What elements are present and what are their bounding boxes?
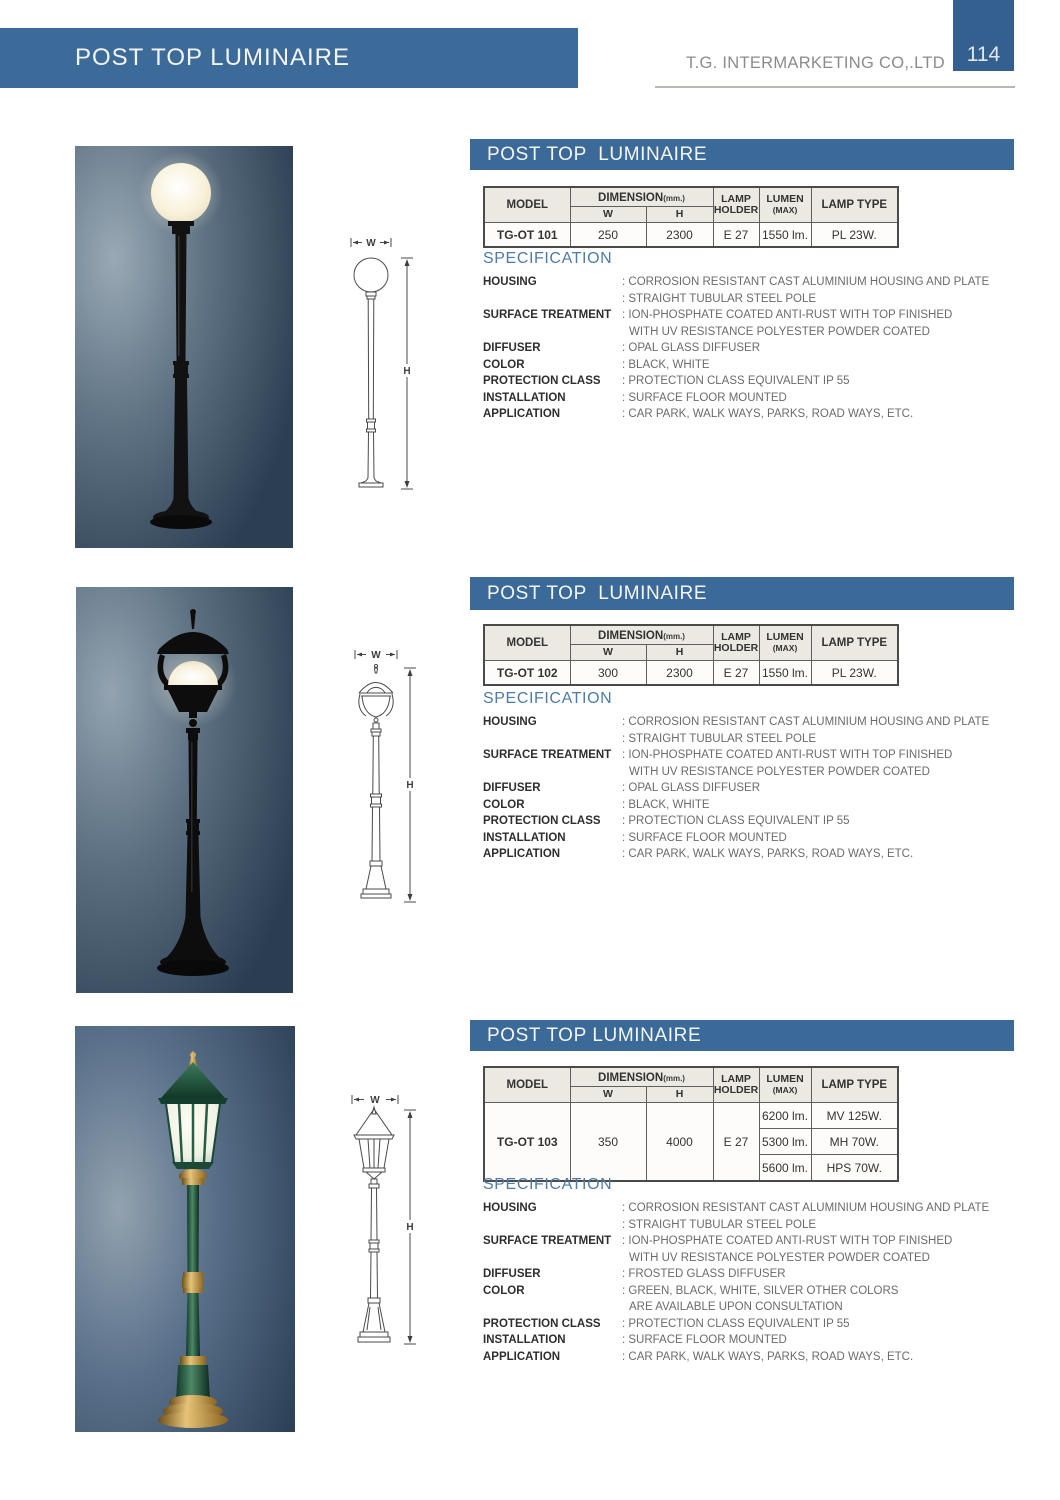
height-value: 2300 [646, 223, 713, 248]
spec-list-3: HOUSING : CORROSION RESISTANT CAST ALUMINIUM HOUSING AND PLATE : STRAIGHT TUBULAR STEEL POLE SURFACE TREATMENT : ION-PHOSPHATE COATED ANTI-RUST WITH TOP FINISHED WITH UV RESISTANCE POLYESTER POWDER COATED DIFFUSER : FROSTED GLASS DIFFUSER COLOR : GREEN, BLACK, WHITE, SILVER OTHER COLORS ARE AVAILABLE UPON CONSULTATION PROTECTION CLASS : PROTECTION CLASS EQUIVALENT IP 55 INSTALLATION : SURFACE FLOOR MOUNTED APPLICATION : CAR PARK, WALK WAYS, PARKS, ROAD WAYS, ETC. [483, 1202, 990, 1363]
product-table-tg-ot-103 [483, 1066, 899, 1182]
product-photo-tg-ot-101 [75, 146, 293, 548]
col-lamp-type: LAMP TYPE [811, 1067, 898, 1103]
lamp-type-value: PL 23W. [811, 223, 898, 248]
holder-value: E 27 [713, 223, 759, 248]
col-dimension: DIMENSION(mm.) [570, 187, 713, 207]
holder-value: E 27 [713, 661, 759, 686]
page-title: POST TOP LUMINAIRE [75, 44, 350, 71]
col-lumen: LUMEN (MAX) [759, 1067, 811, 1103]
spec-list-1: HOUSING : CORROSION RESISTANT CAST ALUMINIUM HOUSING AND PLATE : STRAIGHT TUBULAR STEEL POLE SURFACE TREATMENT : ION-PHOSPHATE COATED ANTI-RUST WITH TOP FINISHED WITH UV RESISTANCE POLYESTER POWDER COATED DIFFUSER : OPAL GLASS DIFFUSER COLOR : BLACK, WHITE PROTECTION CLASS : PROTECTION CLASS EQUIVALENT IP 55 INSTALLATION : SURFACE FLOOR MOUNTED APPLICATION : CAR PARK, WALK WAYS, PARKS, ROAD WAYS, ETC. [483, 276, 990, 420]
col-h: H [646, 207, 713, 223]
product-table-tg-ot-101 [483, 186, 899, 248]
table-row [484, 661, 898, 686]
line-drawing-tg-ot-102 [350, 646, 422, 912]
spec-list-2: HOUSING : CORROSION RESISTANT CAST ALUMINIUM HOUSING AND PLATE : STRAIGHT TUBULAR STEEL POLE SURFACE TREATMENT : ION-PHOSPHATE COATED ANTI-RUST WITH TOP FINISHED WITH UV RESISTANCE POLYESTER POWDER COATED DIFFUSER : OPAL GLASS DIFFUSER COLOR : BLACK, WHITE PROTECTION CLASS : PROTECTION CLASS EQUIVALENT IP 55 INSTALLATION : SURFACE FLOOR MOUNTED APPLICATION : CAR PARK, WALK WAYS, PARKS, ROAD WAYS, ETC. [483, 716, 990, 860]
col-lumen: LUMEN (MAX) [759, 625, 811, 661]
product-photo-tg-ot-103 [75, 1026, 295, 1432]
width-value: 250 [570, 223, 646, 248]
col-lamp-holder: LAMP HOLDER [713, 187, 759, 223]
table-row [484, 1103, 898, 1129]
height-value: 2300 [646, 661, 713, 686]
width-label: W [371, 650, 381, 661]
width-value: 300 [570, 661, 646, 686]
width-value: 350 [570, 1103, 646, 1182]
col-w: W [570, 1087, 646, 1103]
product-table-tg-ot-102 [483, 624, 899, 686]
model-value: TG-OT 103 [484, 1103, 570, 1182]
section-header-1: POST TOP LUMINAIRE [470, 139, 1014, 170]
spec-title-2: SPECIFICATION [483, 690, 613, 707]
header-divider [655, 86, 1015, 88]
col-w: W [570, 207, 646, 223]
lumen-value: 1550 lm. [759, 661, 811, 686]
table-row [484, 223, 898, 248]
height-label: H [403, 366, 411, 377]
col-model: MODEL [484, 187, 570, 223]
product-photo-tg-ot-102 [76, 587, 293, 993]
lamp-type-value: MH 70W. [811, 1129, 898, 1155]
page-title-bar [0, 28, 578, 88]
section-header-3: POST TOP LUMINAIRE [470, 1020, 1014, 1051]
col-w: W [570, 645, 646, 661]
lamp-type-value: MV 125W. [811, 1103, 898, 1129]
section-header-2: POST TOP LUMINAIRE [470, 577, 1014, 610]
col-lamp-type: LAMP TYPE [811, 625, 898, 661]
company-name: T.G. INTERMARKETING CO,.LTD [686, 54, 945, 72]
col-h: H [646, 645, 713, 661]
globe-diffuser [151, 163, 211, 223]
page-number-box [953, 0, 1014, 71]
spec-title-1: SPECIFICATION [483, 250, 613, 267]
model-value: TG-OT 101 [484, 223, 570, 248]
holder-value: E 27 [713, 1103, 759, 1182]
page-number: 114 [966, 43, 1001, 66]
col-lamp-holder: LAMP HOLDER [713, 625, 759, 661]
model-value: TG-OT 102 [484, 661, 570, 686]
height-label: H [406, 1222, 414, 1233]
lamp-type-value: PL 23W. [811, 661, 898, 686]
height-label: H [406, 780, 414, 791]
col-lamp-type: LAMP TYPE [811, 187, 898, 223]
line-drawing-tg-ot-101 [345, 236, 420, 498]
spec-title-3: SPECIFICATION [483, 1176, 613, 1193]
width-label: W [370, 1095, 380, 1106]
lumen-value: 6200 lm. [759, 1103, 811, 1129]
col-dimension: DIMENSION(mm.) [570, 625, 713, 645]
lumen-value: 1550 lm. [759, 223, 811, 248]
col-lumen: LUMEN (MAX) [759, 187, 811, 223]
height-value: 4000 [646, 1103, 713, 1182]
col-lamp-holder: LAMP HOLDER [713, 1067, 759, 1103]
line-drawing-tg-ot-103 [348, 1092, 422, 1356]
col-model: MODEL [484, 625, 570, 661]
lamp-type-value: HPS 70W. [811, 1155, 898, 1182]
col-model: MODEL [484, 1067, 570, 1103]
width-label: W [366, 238, 376, 249]
col-h: H [646, 1087, 713, 1103]
lumen-value: 5600 lm. [759, 1155, 811, 1182]
lumen-value: 5300 lm. [759, 1129, 811, 1155]
col-dimension: DIMENSION(mm.) [570, 1067, 713, 1087]
